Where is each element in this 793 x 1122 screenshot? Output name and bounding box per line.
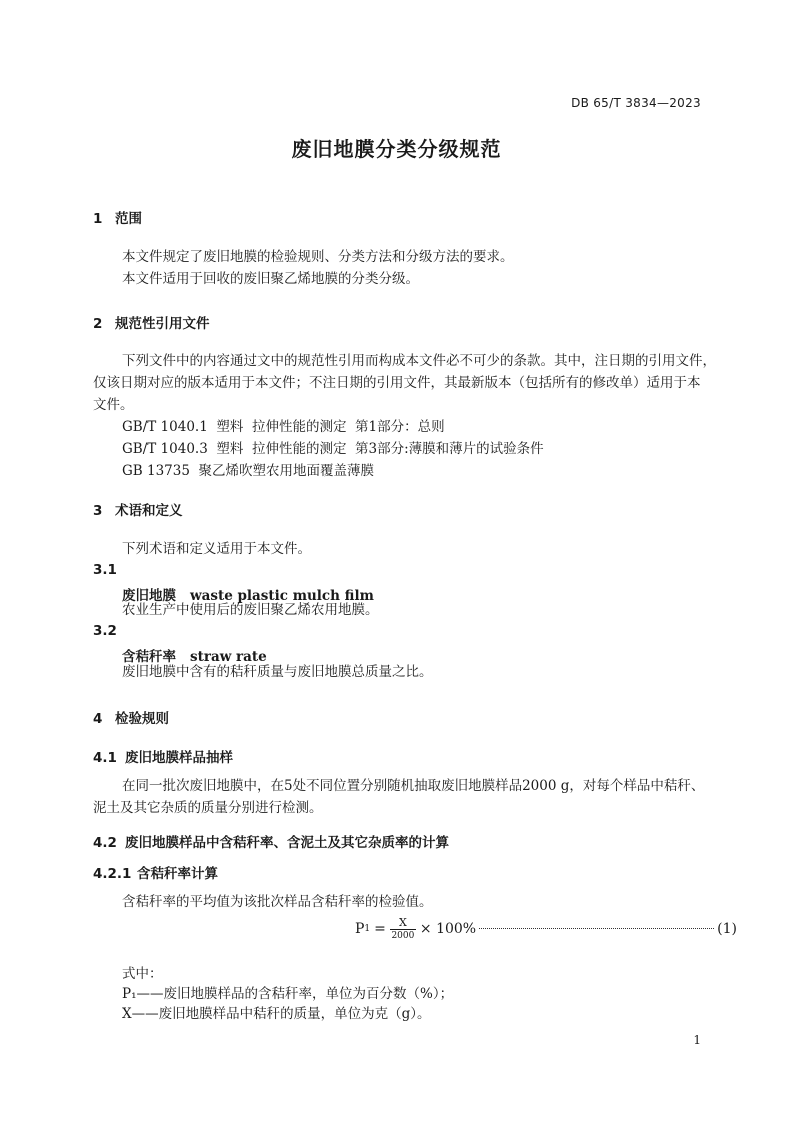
- subsection-number: 4.2.1: [93, 866, 132, 882]
- paragraph: 文件。: [93, 397, 134, 413]
- paragraph: 泥土及其它杂质的质量分别进行检测。: [93, 800, 323, 816]
- section-4-heading: [93, 707, 169, 727]
- paragraph: 在同一批次废旧地膜中，在5处不同位置分别随机抽取废旧地膜样品2000 g，对每个样品中秸秆、: [122, 778, 705, 794]
- variable-definition: X——废旧地膜样品中秸秆的质量，单位为克（g）。: [122, 1006, 431, 1022]
- term-number: 3.2: [93, 623, 117, 639]
- formula-number: (1): [717, 921, 737, 937]
- formula-lhs-subscript: 1: [364, 924, 371, 934]
- section-1-heading: [93, 207, 142, 227]
- subsection-title: 废旧地膜样品抽样: [125, 750, 233, 766]
- paragraph: 仅该日期对应的版本适用于本文件；不注日期的引用文件，其最新版本（包括所有的修改单）适用于本: [93, 375, 701, 391]
- term-zh: 含秸秆率: [122, 649, 176, 665]
- section-3-heading: [93, 499, 183, 519]
- formula-equals: =: [374, 921, 386, 937]
- term-zh: 废旧地膜: [122, 588, 176, 604]
- term-en: waste plastic mulch film: [190, 588, 374, 604]
- section-title: 术语和定义: [115, 503, 183, 519]
- subsection-4-1-heading: [93, 746, 233, 766]
- paragraph: 含秸秆率的平均值为该批次样品含秸秆率的检验值。: [122, 894, 433, 910]
- section-number: 4: [93, 711, 103, 727]
- formula-leader-dots: [479, 926, 714, 929]
- document-title: 废旧地膜分类分级规范: [291, 137, 502, 161]
- paragraph: 本文件适用于回收的废旧聚乙烯地膜的分类分级。: [122, 271, 419, 287]
- standard-number: DB 65/T 3834—2023: [571, 96, 701, 110]
- section-number: 1: [93, 211, 103, 227]
- formula-numerator: X: [398, 916, 407, 929]
- subsection-4-2-heading: [93, 831, 449, 851]
- section-title: 规范性引用文件: [115, 316, 210, 332]
- paragraph: 下列文件中的内容通过文中的规范性引用而构成本文件必不可少的条款。其中，注日期的引用文件，: [122, 353, 716, 369]
- where-label: 式中：: [122, 966, 163, 982]
- paragraph: 下列术语和定义适用于本文件。: [122, 541, 311, 557]
- reference-item: GB 13735 聚乙烯吹塑农用地面覆盖薄膜: [122, 463, 375, 479]
- term-en: straw rate: [190, 649, 267, 665]
- section-number: 2: [93, 316, 103, 332]
- subsection-number: 4.2: [93, 835, 117, 851]
- formula-fraction: [390, 916, 416, 942]
- reference-item: GB/T 1040.3 塑料 拉伸性能的测定 第3部分:薄膜和薄片的试验条件: [122, 441, 544, 457]
- page-number: 1: [693, 1033, 701, 1047]
- term-definition: 农业生产中使用后的废旧聚乙烯农用地膜。: [122, 602, 379, 618]
- formula-1: [355, 916, 737, 942]
- formula-lhs: P: [355, 921, 365, 937]
- formula-denominator: 2000: [391, 931, 415, 941]
- subsection-title: 含秸秆率计算: [137, 866, 218, 882]
- term-number: 3.1: [93, 562, 117, 578]
- section-title: 范围: [115, 211, 142, 227]
- section-title: 检验规则: [115, 711, 169, 727]
- variable-definition: P₁——废旧地膜样品的含秸秆率，单位为百分数（%）；: [122, 986, 454, 1002]
- section-2-heading: [93, 312, 210, 332]
- subsection-4-2-1-heading: [93, 862, 218, 882]
- section-number: 3: [93, 503, 103, 519]
- reference-item: GB/T 1040.1 塑料 拉伸性能的测定 第1部分：总则: [122, 419, 445, 435]
- term-definition: 废旧地膜中含有的秸秆质量与废旧地膜总质量之比。: [122, 664, 433, 680]
- subsection-number: 4.1: [93, 750, 117, 766]
- formula-times: × 100%: [419, 921, 477, 937]
- subsection-title: 废旧地膜样品中含秸秆率、含泥土及其它杂质率的计算: [125, 835, 449, 851]
- paragraph: 本文件规定了废旧地膜的检验规则、分类方法和分级方法的要求。: [122, 249, 514, 265]
